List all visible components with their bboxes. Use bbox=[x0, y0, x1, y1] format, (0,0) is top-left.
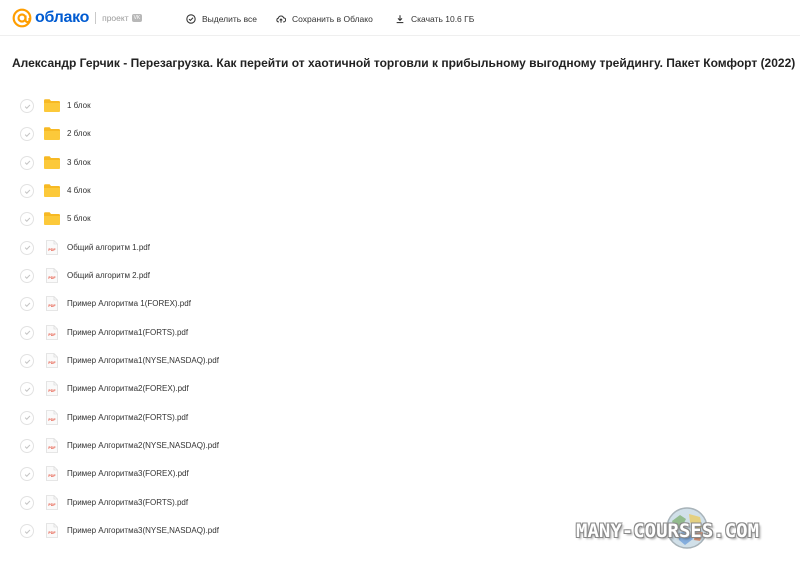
cloud-upload-icon bbox=[276, 14, 286, 24]
select-checkbox[interactable] bbox=[20, 297, 34, 311]
pdf-file-icon bbox=[46, 296, 58, 316]
select-checkbox[interactable] bbox=[20, 467, 34, 481]
select-checkbox[interactable] bbox=[20, 411, 34, 425]
select-checkbox[interactable] bbox=[20, 269, 34, 283]
pdf-badge: PDF bbox=[48, 417, 56, 422]
check-circle-icon bbox=[186, 14, 196, 24]
select-checkbox[interactable] bbox=[20, 524, 34, 538]
file-name[interactable]: Пример Алгоритма2(NYSE,NASDAQ).pdf bbox=[67, 441, 219, 451]
pdf-badge: PDF bbox=[48, 389, 56, 394]
file-name[interactable]: Общий алгоритм 2.pdf bbox=[67, 271, 150, 281]
file-name[interactable]: Пример Алгоритма3(FORTS).pdf bbox=[67, 497, 189, 507]
select-all-label: Выделить все bbox=[202, 14, 257, 24]
check-icon bbox=[24, 103, 31, 110]
list-item[interactable] bbox=[0, 148, 800, 176]
select-checkbox[interactable] bbox=[20, 127, 34, 141]
logo-text: облако bbox=[35, 9, 90, 26]
pdf-file-icon bbox=[46, 353, 58, 373]
list-item[interactable] bbox=[0, 403, 800, 431]
list-item[interactable] bbox=[0, 346, 800, 374]
list-item[interactable] bbox=[0, 289, 800, 317]
check-icon bbox=[24, 131, 31, 138]
check-icon bbox=[24, 188, 31, 195]
check-icon bbox=[24, 471, 31, 478]
file-name[interactable]: Пример Алгоритма1(NYSE,NASDAQ).pdf bbox=[67, 356, 219, 366]
file-name[interactable]: 2 блок bbox=[67, 129, 91, 139]
file-name[interactable]: 4 блок bbox=[67, 186, 91, 196]
check-icon bbox=[24, 159, 31, 166]
file-name[interactable]: Пример Алгоритма3(NYSE,NASDAQ).pdf bbox=[67, 526, 219, 536]
check-icon bbox=[24, 273, 31, 280]
select-checkbox[interactable] bbox=[20, 354, 34, 368]
file-name[interactable]: Пример Алгоритма1(FORTS).pdf bbox=[67, 327, 189, 337]
file-name[interactable]: 5 блок bbox=[67, 214, 91, 224]
pdf-file-icon bbox=[46, 466, 58, 486]
check-icon bbox=[24, 528, 31, 535]
folder-icon bbox=[44, 127, 60, 145]
pdf-badge: PDF bbox=[48, 446, 56, 451]
pdf-badge: PDF bbox=[48, 531, 56, 536]
download-label: Скачать 10.6 ГБ bbox=[411, 14, 475, 24]
select-checkbox[interactable] bbox=[20, 439, 34, 453]
select-checkbox[interactable] bbox=[20, 382, 34, 396]
list-item[interactable] bbox=[0, 233, 800, 261]
list-item[interactable] bbox=[0, 204, 800, 232]
file-name[interactable]: Общий алгоритм 1.pdf bbox=[67, 242, 150, 252]
check-icon bbox=[24, 216, 31, 223]
pdf-badge: PDF bbox=[48, 276, 56, 281]
pdf-badge: PDF bbox=[48, 502, 56, 507]
folder-icon bbox=[44, 212, 60, 230]
watermark-text: MANY-COURSES.COM bbox=[576, 520, 760, 542]
pdf-file-icon bbox=[46, 523, 58, 543]
logo-separator bbox=[95, 12, 96, 24]
file-name[interactable]: Пример Алгоритма 1(FOREX).pdf bbox=[67, 299, 191, 309]
select-checkbox[interactable] bbox=[20, 212, 34, 226]
check-icon bbox=[24, 329, 31, 336]
check-icon bbox=[24, 414, 31, 421]
list-item[interactable] bbox=[0, 261, 800, 289]
list-item[interactable] bbox=[0, 431, 800, 459]
select-checkbox[interactable] bbox=[20, 156, 34, 170]
select-checkbox[interactable] bbox=[20, 241, 34, 255]
pdf-badge: PDF bbox=[48, 474, 56, 479]
check-icon bbox=[24, 301, 31, 308]
list-item[interactable] bbox=[0, 318, 800, 346]
select-checkbox[interactable] bbox=[20, 326, 34, 340]
list-item[interactable] bbox=[0, 176, 800, 204]
file-name[interactable]: Пример Алгоритма2(FORTS).pdf bbox=[67, 412, 189, 422]
file-name[interactable]: 3 блок bbox=[67, 157, 91, 167]
select-checkbox[interactable] bbox=[20, 184, 34, 198]
pdf-badge: PDF bbox=[48, 332, 56, 337]
list-item[interactable] bbox=[0, 374, 800, 402]
folder-icon bbox=[44, 99, 60, 117]
file-name[interactable]: Пример Алгоритма2(FOREX).pdf bbox=[67, 384, 189, 394]
pdf-file-icon bbox=[46, 438, 58, 458]
folder-icon bbox=[44, 184, 60, 202]
pdf-badge: PDF bbox=[48, 361, 56, 366]
logo[interactable] bbox=[12, 7, 142, 29]
project-label: проект bbox=[102, 13, 129, 23]
pdf-file-icon bbox=[46, 495, 58, 515]
list-item[interactable] bbox=[0, 119, 800, 147]
pdf-file-icon bbox=[46, 381, 58, 401]
list-item[interactable] bbox=[0, 91, 800, 119]
pdf-file-icon bbox=[46, 268, 58, 288]
file-list bbox=[0, 91, 800, 545]
select-checkbox[interactable] bbox=[20, 496, 34, 510]
file-name[interactable]: Пример Алгоритма3(FOREX).pdf bbox=[67, 469, 189, 479]
list-item[interactable] bbox=[0, 459, 800, 487]
file-name[interactable]: 1 блок bbox=[67, 101, 91, 110]
pdf-file-icon bbox=[46, 325, 58, 345]
check-icon bbox=[24, 443, 31, 450]
check-icon bbox=[24, 358, 31, 365]
check-icon bbox=[24, 386, 31, 393]
save-to-cloud-button[interactable] bbox=[276, 12, 373, 26]
download-icon bbox=[395, 14, 405, 24]
page-title: Александр Герчик - Перезагрузка. Как перейти от хаотичной торговли к прибыльному выгодному трейдингу. Пакет Комфорт (2022) bbox=[12, 56, 796, 70]
select-all-button[interactable] bbox=[186, 12, 257, 26]
folder-icon bbox=[44, 156, 60, 174]
top-bar bbox=[0, 0, 800, 36]
pdf-badge: PDF bbox=[48, 304, 56, 309]
pdf-badge: PDF bbox=[48, 247, 56, 252]
check-icon bbox=[24, 499, 31, 506]
save-to-cloud-label: Сохранить в Облако bbox=[292, 14, 373, 24]
project-badge: VK bbox=[133, 15, 141, 21]
pdf-file-icon bbox=[46, 410, 58, 430]
at-sign-icon bbox=[12, 8, 32, 28]
pdf-file-icon bbox=[46, 240, 58, 260]
check-icon bbox=[24, 244, 31, 251]
select-checkbox[interactable] bbox=[20, 99, 34, 113]
download-button[interactable] bbox=[395, 12, 474, 26]
